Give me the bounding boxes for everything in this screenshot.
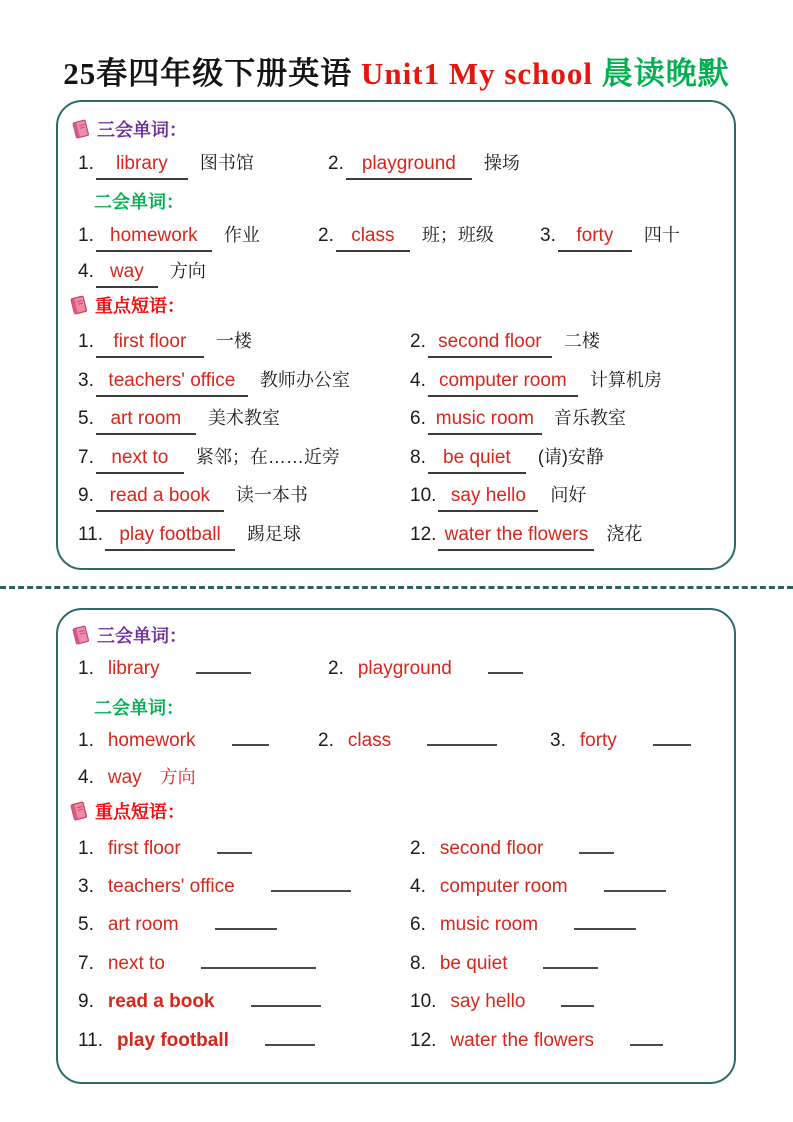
section-header-label: 重点短语： — [95, 296, 185, 316]
item-number: 9. — [78, 485, 94, 506]
meaning-text: 问好 — [550, 485, 587, 505]
book-icon — [70, 624, 92, 646]
phrase-item — [78, 1028, 315, 1054]
word-text: library — [107, 658, 160, 679]
item-number: 3. — [540, 225, 556, 246]
phrase-item — [410, 989, 594, 1015]
word-text: class — [347, 730, 392, 751]
answer-text: class — [336, 223, 410, 252]
item-number: 1. — [78, 331, 94, 352]
item-number: 9. — [78, 991, 94, 1012]
item-number: 2. — [328, 153, 344, 174]
word-text: music room — [439, 914, 539, 935]
meaning-text: 二楼 — [563, 331, 600, 351]
page-title — [0, 48, 793, 93]
answer-text: library — [96, 151, 188, 180]
answer-text: playground — [346, 151, 472, 180]
item-number: 3. — [78, 370, 94, 391]
blank-line — [427, 729, 497, 746]
item-number: 2. — [410, 838, 426, 859]
phrase-item — [78, 405, 280, 435]
meaning-text: 美术教室 — [207, 408, 280, 428]
section-header-label: 二会单词： — [94, 698, 184, 718]
meaning-text: (请)安静 — [537, 447, 604, 467]
word-text: playground — [357, 658, 452, 679]
section-header-erhui — [94, 694, 184, 720]
phrase-item — [410, 482, 586, 512]
vocab-item — [78, 728, 269, 754]
item-number: 11. — [78, 524, 104, 545]
blank-line — [488, 657, 523, 674]
word-text: second floor — [439, 838, 544, 859]
vocab-item — [78, 656, 251, 682]
meaning-text: 四十 — [643, 225, 680, 245]
word-text: read a book — [107, 991, 215, 1012]
item-number: 8. — [410, 447, 426, 468]
item-number: 7. — [78, 447, 94, 468]
vocab-item — [318, 222, 494, 252]
answer-text: next to — [96, 445, 184, 474]
item-number: 6. — [410, 408, 426, 429]
section-header-erhui — [94, 188, 184, 214]
phrase-item — [410, 405, 626, 435]
phrase-item — [410, 874, 666, 900]
blank-line — [201, 952, 316, 969]
word-text: homework — [107, 730, 196, 751]
blank-line — [265, 1029, 315, 1046]
word-text: play football — [117, 1030, 229, 1051]
answered-vocab-box — [56, 100, 736, 570]
meaning-text: 读一本书 — [235, 485, 308, 505]
item-number: 4. — [78, 767, 94, 788]
answer-text: water the flowers — [438, 522, 594, 551]
meaning-text: 紧邻；在……近旁 — [195, 447, 340, 467]
title-segment-black: 25春四年级下册英语 — [63, 56, 361, 91]
answer-text: art room — [96, 406, 196, 435]
section-header-label: 重点短语： — [95, 802, 185, 822]
phrase-item — [78, 951, 316, 977]
section-header-sanhui — [70, 622, 187, 648]
book-icon — [70, 118, 92, 140]
blank-line — [653, 729, 691, 746]
word-text: water the flowers — [450, 1030, 595, 1051]
answer-text: homework — [96, 223, 212, 252]
item-number: 1. — [78, 730, 94, 751]
phrase-item — [410, 836, 614, 862]
meaning-text: 计算机房 — [589, 370, 662, 390]
phrase-item — [78, 367, 350, 397]
item-number: 10. — [410, 991, 437, 1012]
word-text: teachers' office — [107, 876, 235, 897]
section-header-zhongdian — [68, 798, 185, 824]
item-number: 2. — [318, 225, 334, 246]
item-number: 2. — [328, 658, 344, 679]
phrase-item — [410, 951, 598, 977]
book-icon — [68, 800, 90, 822]
section-header-label: 三会单词： — [97, 626, 187, 646]
meaning-text: 操场 — [483, 153, 520, 173]
answer-text: play football — [105, 522, 235, 551]
item-number: 4. — [410, 876, 426, 897]
item-number: 5. — [78, 408, 94, 429]
item-number: 12. — [410, 1030, 437, 1051]
blank-line — [543, 952, 598, 969]
section-header-label: 三会单词： — [97, 120, 187, 140]
answer-text: be quiet — [428, 445, 526, 474]
item-number: 2. — [410, 331, 426, 352]
phrase-item — [410, 521, 642, 551]
blank-line — [579, 837, 614, 854]
phrase-item — [78, 912, 277, 938]
word-text: forty — [579, 730, 617, 751]
answer-text: computer room — [428, 368, 578, 397]
meaning-text-filled: 方向 — [159, 767, 196, 787]
vocab-item — [328, 656, 523, 682]
meaning-text: 图书馆 — [199, 153, 254, 173]
item-number: 2. — [318, 730, 334, 751]
phrase-item — [78, 444, 340, 474]
phrase-item — [78, 521, 301, 551]
item-number: 6. — [410, 914, 426, 935]
phrase-item — [78, 989, 321, 1015]
meaning-text: 踢足球 — [247, 524, 302, 544]
blank-line — [561, 990, 594, 1007]
answer-text: first floor — [96, 329, 204, 358]
vocab-item — [328, 150, 520, 180]
word-text: say hello — [450, 991, 526, 1012]
section-header-label: 二会单词： — [94, 192, 184, 212]
vocab-item — [78, 258, 206, 288]
phrase-item — [78, 328, 252, 358]
blank-line — [251, 990, 321, 1007]
vocab-item — [540, 222, 680, 252]
word-text: computer room — [439, 876, 568, 897]
item-number: 8. — [410, 953, 426, 974]
item-number: 3. — [78, 876, 94, 897]
item-number: 11. — [78, 1030, 104, 1051]
item-number: 5. — [78, 914, 94, 935]
vocab-item — [78, 764, 196, 791]
title-segment-red: Unit1 My school — [361, 56, 602, 91]
vocab-item — [318, 728, 497, 754]
blank-line — [630, 1029, 663, 1046]
title-segment-green: 晨读晚默 — [601, 56, 730, 91]
answer-text: teachers' office — [96, 368, 248, 397]
meaning-text: 方向 — [169, 261, 206, 281]
meaning-text: 作业 — [223, 225, 260, 245]
word-text: first floor — [107, 838, 181, 859]
meaning-text: 音乐教室 — [553, 408, 626, 428]
blank-line — [271, 875, 351, 892]
meaning-text: 一楼 — [215, 331, 252, 351]
answer-text: second floor — [428, 329, 552, 358]
meaning-text: 教师办公室 — [259, 370, 350, 390]
blank-line — [604, 875, 666, 892]
word-text: way — [107, 767, 142, 788]
phrase-item — [78, 482, 308, 512]
vocab-item — [78, 222, 260, 252]
phrase-item — [410, 367, 662, 397]
vocab-item — [550, 728, 691, 754]
item-number: 4. — [410, 370, 426, 391]
item-number: 1. — [78, 153, 94, 174]
meaning-text: 班；班级 — [421, 225, 494, 245]
item-number: 1. — [78, 658, 94, 679]
word-text: art room — [107, 914, 179, 935]
phrase-item — [78, 874, 351, 900]
meaning-text: 浇花 — [606, 524, 643, 544]
section-header-zhongdian — [68, 292, 185, 318]
item-number: 4. — [78, 261, 94, 282]
answer-text: forty — [558, 223, 632, 252]
item-number: 1. — [78, 225, 94, 246]
phrase-item — [410, 1028, 663, 1054]
item-number: 7. — [78, 953, 94, 974]
item-number: 12. — [410, 524, 437, 545]
word-text: next to — [107, 953, 165, 974]
section-header-sanhui — [70, 116, 187, 142]
answer-text: say hello — [438, 483, 538, 512]
blank-line — [217, 837, 252, 854]
dashed-divider — [0, 586, 793, 589]
blank-line — [232, 729, 269, 746]
vocab-item — [78, 150, 254, 180]
phrase-item — [78, 836, 252, 862]
blank-line — [215, 913, 277, 930]
book-icon — [68, 294, 90, 316]
answer-text: music room — [428, 406, 542, 435]
blank-line — [196, 657, 251, 674]
item-number: 10. — [410, 485, 437, 506]
practice-vocab-box — [56, 608, 736, 1084]
item-number: 3. — [550, 730, 566, 751]
answer-text: way — [96, 259, 158, 288]
phrase-item — [410, 444, 604, 474]
item-number: 1. — [78, 838, 94, 859]
word-text: be quiet — [439, 953, 508, 974]
blank-line — [574, 913, 636, 930]
phrase-item — [410, 912, 636, 938]
phrase-item — [410, 328, 600, 358]
answer-text: read a book — [96, 483, 224, 512]
